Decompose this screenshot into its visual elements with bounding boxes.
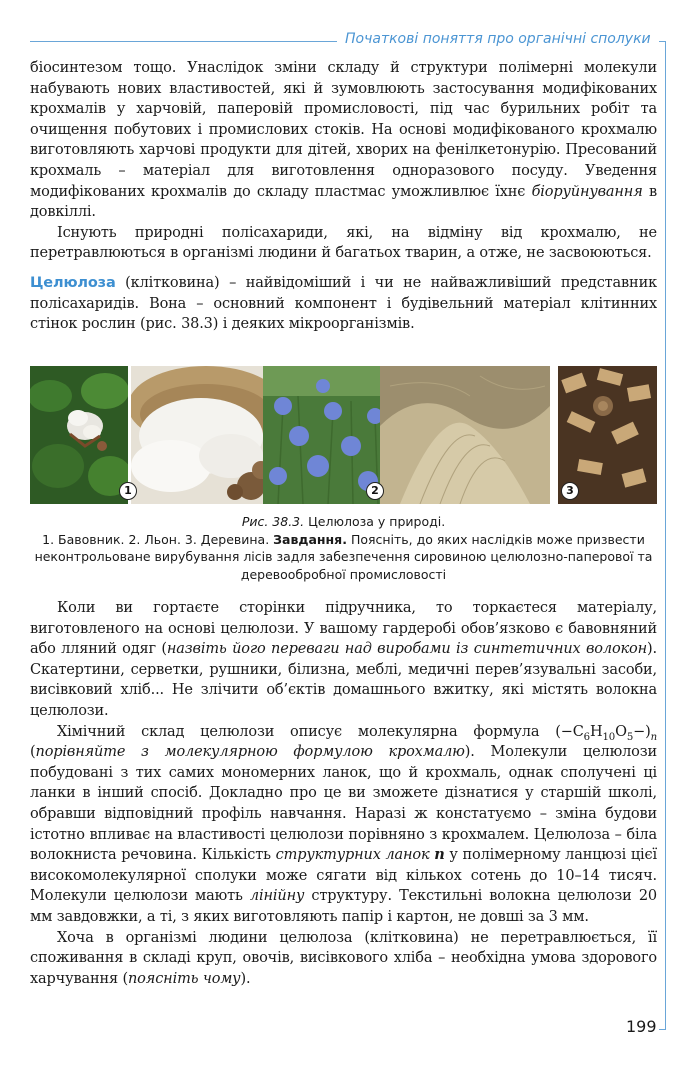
- term-cellulose: Целюлоза: [30, 274, 116, 291]
- molecular-formula: $-C_6H_{10}O_5-)_n$: [560, 723, 657, 743]
- caption-text: 1. Бавовник. 2. Льон. 3. Деревина. Завдання. Поясніть, до яких наслідків може призвести неконтрольоване вирубування лісів задля забезпечення сировиною целюлозно-паперової та деревообробної промисловості: [34, 531, 653, 582]
- paragraph-starch-modification: біосинтезом тощо. Унаслідок зміни складу й структури полімерні молекули набувають нових властивостей, які й зумовлюють застосування модифікованих крохмалів у харчовій, паперовій промисловості, під час бурильних робіт та очищення побутових і промислових стоків. На основі модифікованого крохмалю виготовляють харчові продукти для дітей, хворих на фенілкетонурію. Пресований крохмаль – матеріал для виготовлення одноразового посуду. Уведення модифікованих крохмалів до складу пластмас уможливлює їхнє біоруйнування в довкіллі.: [30, 60, 657, 221]
- paragraph-polysaccharides: Існують природні полісахариди, які, на відміну від крохмалю, не перетравлюються в організмі людини й багатьох тварин, а отже, не засвоюються.: [30, 224, 657, 262]
- caption-title-line: Рис. 38.3. Целюлоза у природі.: [241, 514, 446, 529]
- margin-rule: [665, 41, 666, 1029]
- cotton-plant-photo: [30, 366, 128, 504]
- figure-caption: [30, 513, 657, 583]
- marker-2: 2: [366, 482, 384, 500]
- paragraph-chemical-composition: Хімічний склад целюлози описує молекулярна формула $(-C_6H_{10}O_5-)_n$ (порівняйте з молекулярною формулою крохмалю). Молекули целюлози побудовані з тих самих мономерних ланок, що й крохмаль, однак сполучені ці ланки в інший спосіб. Докладно про це ви зможете дізнатися у старшій школі, обравши відповідний профіль навчання. Наразі ж констатуємо – зміна будови істотно впливає на властивості целюлози порівняно з крохмалем. Целюлоза – біла волокниста речовина. Кількість структурних ланок n у полімерному ланцюзі цієї високомолекулярної сполуки може сягати від кількох сотень до 10–14 тисяч. Молекули целюлози мають лінійну структуру. Текстильні волокна целюлози 20 мм завдовжки, а ті, з яких виготовляють папір і картон, не довші за 3 мм.: [30, 723, 657, 925]
- paragraph-cellulose-definition: Целюлоза (клітковина) – найвідоміший і чи не найважливіший представник полісахаридів. Вона – основний компонент і будівельний матеріал клітинних стінок рослин (рис. 38.3) і деяких мікроорганізмів.: [30, 274, 657, 333]
- margin-rule-bottom: [659, 1029, 666, 1030]
- bottom-text: [30, 598, 657, 989]
- marker-3: 3: [561, 482, 579, 500]
- paragraph-nutrition: Хоча в організмі людини целюлоза (клітковина) не перетравлюється, її споживання в складі круп, овочів, висівкового хліба – необхідна умова здорового харчування (поясніть чому).: [30, 929, 657, 987]
- flax-fiber-photo: [380, 366, 550, 504]
- marker-1: 1: [119, 482, 137, 500]
- figure-photos: [30, 366, 657, 504]
- section-title: Початкові поняття про органічні сполуки: [345, 31, 651, 47]
- header-rule: [30, 41, 337, 42]
- top-text: [30, 58, 657, 335]
- page-number: 199: [626, 1017, 657, 1036]
- cotton-basket-photo: [131, 366, 284, 504]
- paragraph-everyday-cellulose: Коли ви гортаєте сторінки підручника, то торкаєтеся матеріалу, виготовленого на основі целюлози. У вашому гардеробі обов’язково є бавовняний або лляний одяг (назвіть його переваги над виробами із синтетичних волокон). Скатертини, серветки, рушники, білизна, меблі, медичні перев’язувальні засоби, висівковий хліб... Не злічити об’єктів домашнього вжитку, які містять волокна целюлози.: [30, 600, 657, 719]
